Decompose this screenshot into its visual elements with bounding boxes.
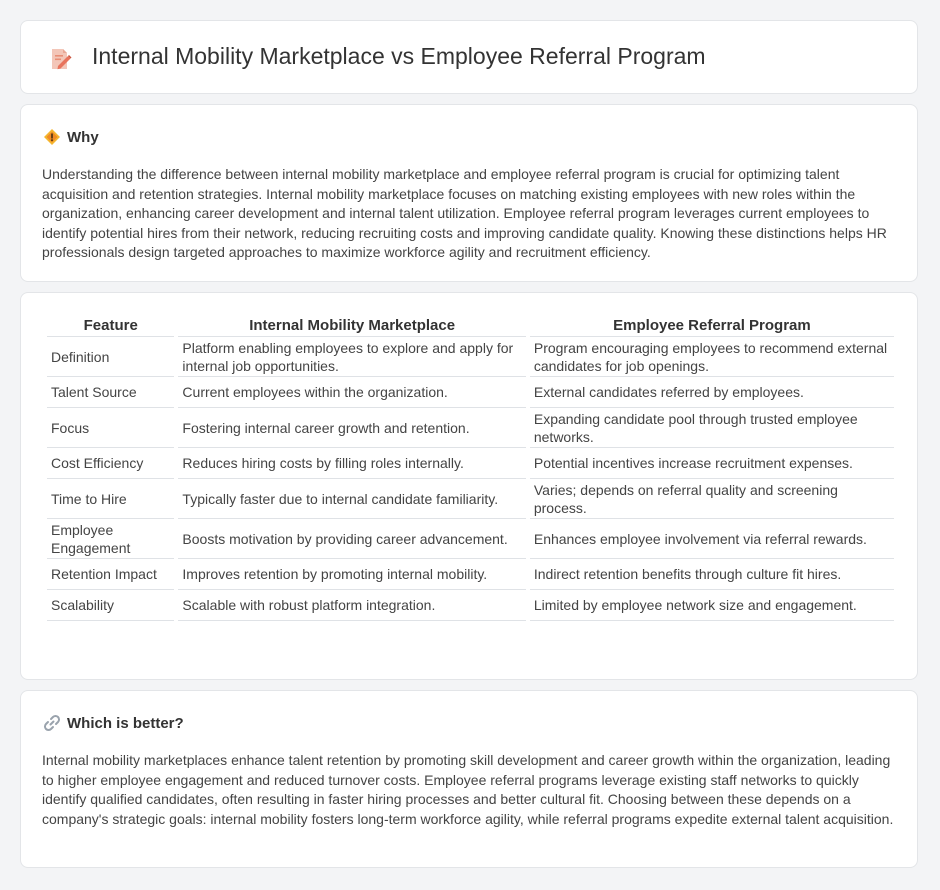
better-heading-row — [43, 713, 184, 733]
employee-referral-cell: Enhances employee involvement via referral rewards. — [530, 519, 894, 559]
comparison-section — [20, 292, 918, 680]
internal-mobility-cell: Improves retention by promoting internal mobility. — [178, 559, 525, 590]
feature-cell: Time to Hire — [47, 479, 174, 519]
feature-cell: Scalability — [47, 590, 174, 621]
internal-mobility-cell: Current employees within the organization. — [178, 377, 525, 408]
employee-referral-cell: Varies; depends on referral quality and screening process. — [530, 479, 894, 519]
table-row — [47, 559, 894, 590]
table-row — [47, 590, 894, 621]
column-header-employee-referral: Employee Referral Program — [530, 315, 894, 337]
why-text: Understanding the difference between internal mobility marketplace and employee referral program is crucial for optimizing talent acquisition and retention strategies. Internal mobility marketplace focuses on matching existing employees with new roles within the organization, enhancing career development and internal talent utilization. Employee referral program leverages current employees to identify potential hires from their network, reducing recruiting costs and improving candidate quality. Knowing these distinctions helps HR professionals design targeted approaches to maximize workforce agility and recruitment efficiency. — [42, 166, 887, 260]
internal-mobility-cell: Scalable with robust platform integration. — [178, 590, 525, 621]
column-header-feature: Feature — [47, 315, 174, 337]
employee-referral-cell: Potential incentives increase recruitment expenses. — [530, 448, 894, 479]
table-row — [47, 519, 894, 559]
feature-cell: Employee Engagement — [47, 519, 174, 559]
table-row — [47, 408, 894, 448]
column-header-internal-mobility: Internal Mobility Marketplace — [178, 315, 525, 337]
pencil-document-icon — [48, 47, 72, 71]
table-row — [47, 377, 894, 408]
feature-cell: Cost Efficiency — [47, 448, 174, 479]
which-is-better-section — [20, 690, 918, 868]
employee-referral-cell: Limited by employee network size and engagement. — [530, 590, 894, 621]
internal-mobility-cell: Typically faster due to internal candidate familiarity. — [178, 479, 525, 519]
internal-mobility-cell: Reduces hiring costs by filling roles internally. — [178, 448, 525, 479]
diamond-sign-icon — [43, 128, 61, 146]
why-section — [20, 104, 918, 282]
internal-mobility-cell: Platform enabling employees to explore and apply for internal job opportunities. — [178, 337, 525, 377]
employee-referral-cell: Indirect retention benefits through culture fit hires. — [530, 559, 894, 590]
table-row — [47, 337, 894, 377]
internal-mobility-cell: Boosts motivation by providing career advancement. — [178, 519, 525, 559]
title-card — [20, 20, 918, 94]
table-row — [47, 479, 894, 519]
why-heading: Why — [67, 128, 99, 146]
feature-cell: Definition — [47, 337, 174, 377]
table-header-row — [47, 315, 894, 337]
why-heading-row — [43, 127, 99, 147]
employee-referral-cell: External candidates referred by employees. — [530, 377, 894, 408]
link-icon — [43, 714, 61, 732]
better-text: Internal mobility marketplaces enhance talent retention by promoting skill development and career growth within the organization, leading to higher employee engagement and reduced turnover costs. Employee referral programs leverage existing staff networks to quickly identify qualified candidates, often resulting in faster hiring processes and better cultural fit. Choosing between these depends on a company's strategic goals: internal mobility fosters long-term workforce agility, while referral programs expedite external talent acquisition. — [42, 752, 894, 827]
feature-cell: Talent Source — [47, 377, 174, 408]
feature-cell: Retention Impact — [47, 559, 174, 590]
internal-mobility-cell: Fostering internal career growth and retention. — [178, 408, 525, 448]
comparison-table — [43, 315, 898, 621]
better-heading: Which is better? — [67, 714, 184, 732]
feature-cell: Focus — [47, 408, 174, 448]
employee-referral-cell: Program encouraging employees to recommend external candidates for job openings. — [530, 337, 894, 377]
employee-referral-cell: Expanding candidate pool through trusted employee networks. — [530, 408, 894, 448]
page-title: Internal Mobility Marketplace vs Employee Referral Program — [92, 43, 706, 69]
table-row — [47, 448, 894, 479]
